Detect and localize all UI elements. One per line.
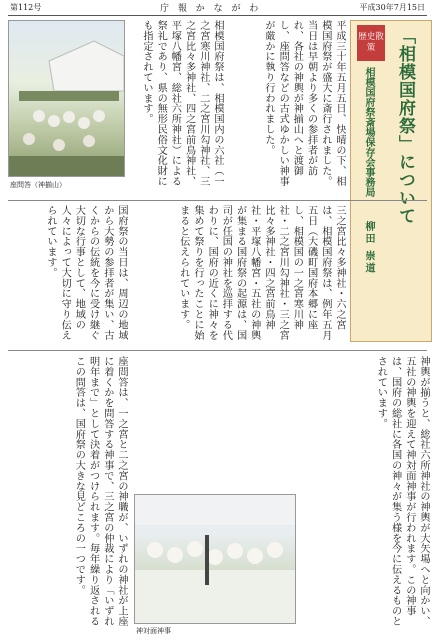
article-author-name: 柳田 崇道 bbox=[363, 221, 374, 275]
article-text-lower-right: 神輿が揃うと、総社六所神社の神輿が大矢場へと向かい、五社の神輿を迎えて神対面神事が行われます。この神事は、国府の総社に各国の神々が集う様を今に伝えるものとされています。 bbox=[375, 356, 429, 627]
article-text-lower-mid: 座問答は、一之宮と二之宮の神職が、いずれの神社が上座に着くかを問答する神事で、三之宮の仲裁により「いずれ明年まで」として決着がつけられます。毎年繰り返されるこの問答は、国府祭の大きな見どころの一つです。 bbox=[73, 356, 127, 627]
photo-kami-taimen bbox=[134, 494, 296, 624]
newsletter-name: 庁 報 か な が わ bbox=[160, 4, 262, 14]
page-header bbox=[0, 0, 435, 15]
photo-zamondo-image bbox=[9, 21, 124, 176]
article-author-affiliation: 相模国府祭斎場保存会事務局 bbox=[363, 67, 374, 197]
section-divider-2 bbox=[8, 350, 427, 351]
issue-date: 平成30年7月15日 bbox=[359, 3, 425, 12]
article-title: 「相模国府祭」について bbox=[395, 27, 415, 225]
section-divider bbox=[8, 200, 427, 201]
issue-number: 第112号 bbox=[10, 3, 42, 12]
photo-kami-taimen-caption: 神対面神事 bbox=[136, 627, 171, 635]
article-title-panel bbox=[350, 20, 432, 342]
article-text-upper-right: 三之宮比々多神社・六之宮は、相模国府祭は、例年五月五日（大磯町国府本郷に座し、相模国の一之宮寒川神社・二之宮川勾神社・三之宮比々多神社・四之宮前鳥神社・平塚八幡宮・五社の神輿が集まる国府祭の起源は、国司が任国の神社を巡拝する代わりに、国府の近くに神々を集めて祭りを行ったことに始まると伝えられています。 bbox=[177, 205, 345, 341]
photo-kami-taimen-image bbox=[135, 495, 295, 623]
category-badge: 歴史散策 bbox=[357, 25, 385, 61]
article-text-upper-mid: 平成三十年五月五日、快晴の下、相模国府祭が盛大に斎行されました。当日は早朝より多くの参拝者が訪れ、各社の神輿が神揃山へと渡御し、座問答などの古式ゆかしい神事が厳かに執り行われました。 bbox=[262, 20, 345, 187]
photo-zamondo bbox=[8, 20, 125, 177]
article-text-band-left: 国府祭の当日は、周辺の地域から大勢の参拝者が集い、古くからの伝統を今に受け継ぐ大切な行事として、地域の人々によって大切に守り伝えられています。 bbox=[44, 205, 127, 341]
header-rule bbox=[8, 15, 427, 16]
photo-zamondo-caption: 座問答（神揃山） bbox=[10, 181, 66, 189]
article-text-upper-left: 相模国府祭は、相模国内の六社（一之宮寒川神社、二之宮川勾神社、三之宮比々多神社、四之宮前鳥神社、平塚八幡宮、総社六所神社）による祭礼であり、県の無形民俗文化財にも指定されています。 bbox=[140, 20, 223, 187]
